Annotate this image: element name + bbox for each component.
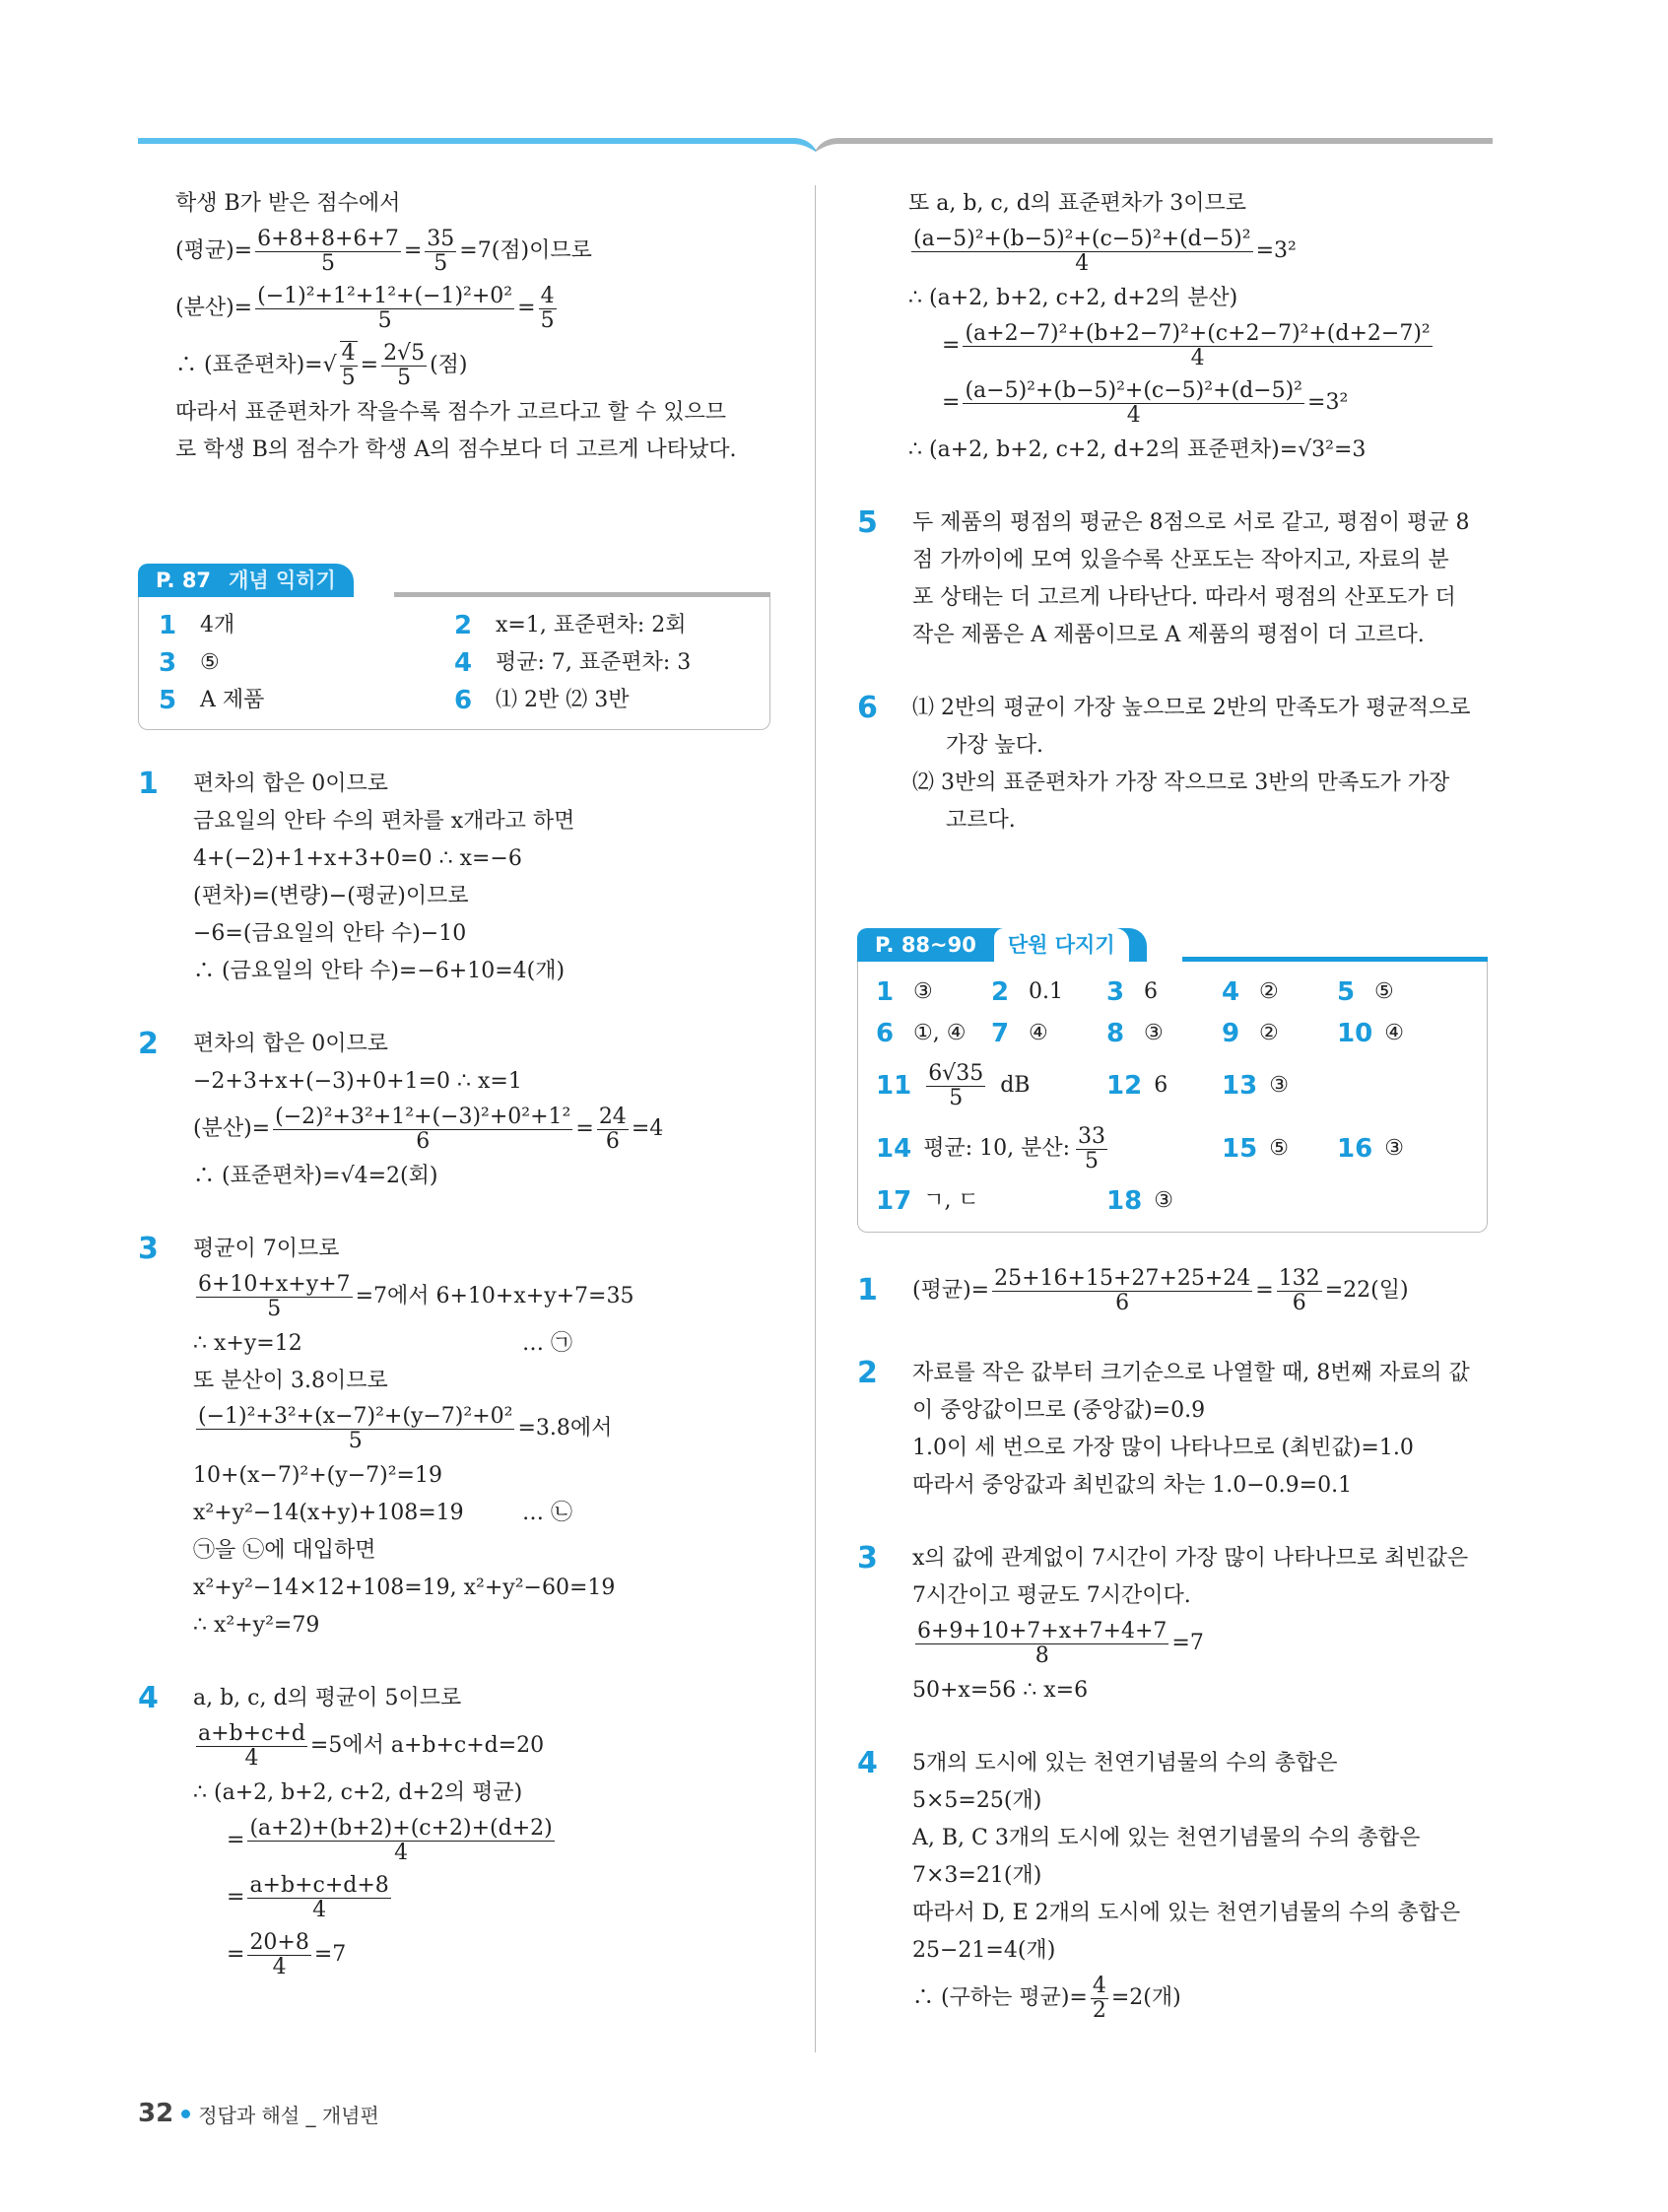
box-tab — [138, 564, 354, 597]
fraction: $\frac{24}{6}$ — [598, 1104, 627, 1154]
answer-row — [876, 1180, 1469, 1222]
fraction: $\frac{\text{(a+2−7)²+(b+2−7)²+(c+2−7)²+(d+2−7)²}}{4}$ — [965, 320, 1431, 370]
fraction: $\frac{a+b+c+d+8}{4}$ — [249, 1872, 389, 1922]
fraction: $\frac{25+16+15+27+25+24}{6}$ — [994, 1265, 1251, 1315]
answer-item: 5 A 제품 — [159, 686, 265, 715]
formula: $\frac{6+9+10+7+x+7+4+7}{8}$ =7 — [917, 1618, 1204, 1668]
right-column — [857, 185, 1488, 2027]
fraction: $\frac{(a+2)+(b+2)+(c+2)+(d+2)}{4}$ — [249, 1815, 553, 1865]
answer-item: 17 ㄱ, ㄷ — [876, 1186, 979, 1216]
answer-item: 6 ⑴ 2반 ⑵ 3반 — [454, 686, 630, 715]
formula: $\frac{\text{(−1)²+3²+(x−7)²+(y−7)²+0²}}{5}$ =3.8에서 — [198, 1403, 613, 1453]
fraction: $\frac{\text{(−1)²+3²+(x−7)²+(y−7)²+0²}}{5}$ — [198, 1403, 513, 1453]
answer-item: 3 ⑤ — [159, 648, 220, 678]
tab-title: 단원 다지기 — [994, 928, 1129, 962]
fraction: $\frac{\text{(a−5)²+(b−5)²+(c−5)²+(d−5)²}}{4}$ — [965, 377, 1303, 428]
formula: = $\frac{\text{(a−5)²+(b−5)²+(c−5)²+(d−5)²}}{4}$ =3² — [942, 377, 1349, 428]
problem-number: 2 — [857, 1356, 878, 1390]
solution-5: 5 두 제품의 평점의 평균은 8점으로 서로 같고, 평점이 평균 8 점 가까이에 모여 있을수록 산포도는 작아지고, 자료의 분 포 상태는 더 고르게 나타난다. 따라서 평점의 산포도가 더 작은 제품은 A 제품이므로 A 제품의 평점이 더 고르다. — [857, 505, 1470, 647]
tab-page: P. 88~90 — [875, 933, 976, 957]
answer-item: 4 평균: 7, 표준편차: 3 — [454, 648, 692, 678]
text-line: 로 학생 B의 점수가 학생 A의 점수보다 더 고르게 나타났다. — [175, 437, 737, 462]
answer-item: 14 평균: 10, 분산: $\frac{33}{5}$ — [876, 1123, 1105, 1173]
solution-6: 6 ⑴ 2반의 평균이 가장 높으므로 2반의 만족도가 평균적으로 가장 높다. ⑵ 3반의 표준편차가 가장 작으므로 3반의 만족도가 가장 고르다. — [857, 691, 1471, 833]
fraction: $\frac{6√35}{5}$ — [928, 1060, 984, 1110]
fraction: $\frac{4}{5}$ — [341, 341, 356, 390]
formula-stddev: ∴ (표준편차)=√ $\frac{4}{5}$ = $\frac{2√5}{5}$ (점) — [175, 340, 468, 390]
footer-text: 정답과 해설 _ 개념편 — [198, 2103, 379, 2127]
answer-box-concept — [138, 564, 770, 730]
answer-item: 2 x=1, 표준편차: 2회 — [454, 611, 687, 640]
solution-unit-1 — [857, 1262, 1488, 1319]
answer-row — [876, 1013, 1469, 1054]
problem-number: 4 — [857, 1746, 878, 1780]
problem-number: 4 — [138, 1681, 159, 1715]
answer-item: 13 ③ — [1222, 1071, 1289, 1101]
page-number: 32 — [138, 2099, 174, 2128]
left-column — [138, 185, 816, 1983]
answer-item: 3 6 — [1106, 977, 1158, 1007]
answer-row — [876, 1054, 1469, 1117]
formula: $\frac{\text{(a−5)²+(b−5)²+(c−5)²+(d−5)²}}{4}$ =3² — [913, 226, 1297, 276]
problem-number: 2 — [138, 1027, 159, 1061]
solution-unit-3: 3 x의 값에 관계없이 7시간이 가장 많이 나타나므로 최빈값은 7시간이고 평균도 7시간이다. $\frac{6+9+10+7+x+7+4+7}{8}$ =7 50+x=56 ∴ x=6 — [857, 1540, 1488, 1709]
answer-item: 1 4개 — [159, 611, 235, 640]
fraction: $\frac{132}{6}$ — [1278, 1265, 1320, 1315]
tab-page: P. 87 — [156, 569, 212, 592]
formula: = $\frac{(a+2)+(b+2)+(c+2)+(d+2)}{4}$ — [227, 1815, 553, 1865]
problem-number: 6 — [857, 691, 878, 725]
formula-variance: (분산)= $\frac{\text{(−2)²+3²+1²+(−3)²+0²+1²}}{6}$ = $\frac{24}{6}$ =4 — [193, 1104, 664, 1154]
solution-1: 1 편차의 합은 0이므로 금요일의 안타 수의 편차를 x개라고 하면 4+(−2)+1+x+3+0=0 ∴ x=−6 (편차)=(변량)−(평균)이므로 −6=(금요일의 안타 수)−10 ∴ (금요일의 안타 수)=−6+10=4(개) — [138, 767, 575, 983]
top-header-bar — [138, 136, 1493, 152]
answer-row — [876, 972, 1469, 1013]
problem-number: 5 — [857, 505, 878, 540]
answer-item: 6 ①, ④ — [876, 1019, 967, 1048]
fraction: $\frac{20+8}{4}$ — [249, 1929, 309, 1979]
formula-variance: (분산)= $\frac{\text{(−1)²+1²+1²+(−1)²+0²}}{5}$ = $\frac{4}{5}$ — [175, 283, 555, 333]
formula: $\frac{6+10+x+y+7}{5}$ =7에서 6+10+x+y+7=35 — [198, 1271, 634, 1321]
fraction: $\frac{4}{2}$ — [1092, 1973, 1106, 2023]
solution-3: 3 평균이 7이므로 $\frac{6+10+x+y+7}{5}$ =7에서 6+10+x+y+7=35 ∴ x+y=12 … ㉠ 또 분산이 3.8이므로 $\frac{\text{(−1)²+3²+(x−7)²+(y−7)²+0²}}{5}$ =3.8에서 10+(x−7)²+(y−7)²=19 x²+y²−14(x+y)+108=19 … ㉡ ㉠을 ㉡에 대입하면 x²+y²−14×12+108=19, x²+y²−60=19 ∴ x²+y²=79 — [138, 1231, 778, 1644]
solution-unit-4: 4 5개의 도시에 있는 천연기념물의 수의 총합은 5×5=25(개) A, B, C 3개의 도시에 있는 천연기념물의 수의 총합은 7×3=21(개) 따라서 D, E 2개의 도시에 있는 천연기념물의 수의 총합은 25−21=4(개) ∴ (구하는 평균)= $\frac{4}{2}$ =2(개) — [857, 1745, 1488, 2027]
fraction: $\frac{33}{5}$ — [1078, 1123, 1105, 1173]
box-tab — [857, 928, 1147, 962]
fraction: $\frac{a+b+c+d}{4}$ — [198, 1720, 305, 1771]
answer-box-unit — [857, 928, 1488, 1233]
problem-number: 1 — [857, 1273, 878, 1307]
answer-item: 18 ③ — [1106, 1186, 1173, 1216]
fraction: $\frac{2√5}{5}$ — [383, 340, 426, 390]
page-footer — [138, 2099, 379, 2128]
solution-4-continued: 또 a, b, c, d의 표준편차가 3이므로 $\frac{\text{(a−5)²+(b−5)²+(c−5)²+(d−5)²}}{4}$ =3² ∴ (a+2, b+2, c+2, d+2의 분산) = $\frac{\text{(a+2−7)²+(b+2−7)²+(c+2−7)²+(d+2−7)²}}{4}$ = $\frac{\text{(a−5)²+(b−5)²+(c−5)²+(d−5)²}}{4}$ =3² ∴ (a+2, b+2, c+2, d+2의 표준편차)=√3²=3 — [857, 185, 1488, 469]
formula: = $\frac{a+b+c+d+8}{4}$ — [227, 1872, 389, 1922]
answer-item: 2 0.1 — [991, 977, 1063, 1007]
text-line: 따라서 표준편차가 작을수록 점수가 고르다고 할 수 있으므 — [175, 400, 727, 425]
formula: $\frac{a+b+c+d}{4}$ =5에서 a+b+c+d=20 — [198, 1720, 545, 1771]
text-line: 학생 B가 받은 점수에서 — [175, 191, 401, 216]
formula-mean: (평균)= $\frac{6+8+8+6+7}{5}$ = $\frac{35}{5}$ =7(점)이므로 — [175, 226, 592, 276]
fraction: $\frac{\text{(−1)²+1²+1²+(−1)²+0²}}{5}$ — [257, 283, 513, 333]
problem-number: 1 — [138, 767, 159, 801]
solution-unit-2: 2 자료를 작은 값부터 크기순으로 나열할 때, 8번째 자료의 값 이 중앙값이므로 (중앙값)=0.9 1.0이 세 번으로 가장 많이 나타나므로 (최빈값)=1.0 따라서 중앙값과 최빈값의 차는 1.0−0.9=0.1 — [857, 1356, 1470, 1498]
fraction: $\frac{4}{5}$ — [540, 283, 555, 333]
answer-item: 4 ② — [1222, 977, 1279, 1007]
bullet-dot-icon — [181, 2110, 190, 2118]
fraction: $\frac{35}{5}$ — [427, 226, 455, 276]
tab-title: 개념 익히기 — [229, 569, 336, 592]
problem-number: 3 — [857, 1541, 878, 1575]
answer-item: 7 ④ — [991, 1019, 1048, 1048]
answer-item: 16 ③ — [1337, 1134, 1404, 1164]
answer-item: 9 ② — [1222, 1019, 1279, 1048]
formula: = $\frac{20+8}{4}$ =7 — [227, 1929, 347, 1979]
answer-item: 8 ③ — [1106, 1019, 1164, 1048]
fraction: $\frac{\text{(−2)²+3²+1²+(−3)²+0²+1²}}{6}$ — [275, 1104, 571, 1154]
formula: = $\frac{\text{(a+2−7)²+(b+2−7)²+(c+2−7)²+(d+2−7)²}}{4}$ — [942, 320, 1431, 370]
formula: ∴ (구하는 평균)= $\frac{4}{2}$ =2(개) — [912, 1973, 1181, 2023]
fraction: $\frac{6+9+10+7+x+7+4+7}{8}$ — [917, 1618, 1168, 1668]
answer-item: 11 $\frac{6√35}{5}$ dB — [876, 1060, 1031, 1110]
fraction: $\frac{\text{(a−5)²+(b−5)²+(c−5)²+(d−5)²}}{4}$ — [913, 226, 1251, 276]
answer-item: 15 ⑤ — [1222, 1134, 1289, 1164]
answer-row — [876, 1117, 1469, 1180]
problem-number: 3 — [138, 1232, 159, 1266]
answer-item: 1 ③ — [876, 977, 933, 1007]
solution-2: 2 편차의 합은 0이므로 −2+3+x+(−3)+0+1=0 ∴ x=1 (분산)= $\frac{\text{(−2)²+3²+1²+(−3)²+0²+1²}}{6}$ = $\frac{24}{6}$ =4 ∴ (표준편차)=√4=2(회) — [138, 1026, 778, 1195]
fraction: $\frac{6+8+8+6+7}{5}$ — [257, 226, 399, 276]
answer-item: 10 ④ — [1337, 1019, 1404, 1048]
solution-4: 4 a, b, c, d의 평균이 5이므로 $\frac{a+b+c+d}{4}$ =5에서 a+b+c+d=20 ∴ (a+2, b+2, c+2, d+2의 평균) = $\frac{(a+2)+(b+2)+(c+2)+(d+2)}{4}$ = $\frac{a+b+c+d+8}{4}$ = $\frac{20+8}{4}$ =7 — [138, 1680, 778, 1983]
answer-item: 12 6 — [1106, 1071, 1168, 1101]
answer-item: 5 ⑤ — [1337, 977, 1394, 1007]
fraction: $\frac{6+10+x+y+7}{5}$ — [198, 1271, 351, 1321]
formula: (평균)= $\frac{25+16+15+27+25+24}{6}$ = $\frac{132}{6}$ =22(일) — [912, 1265, 1409, 1315]
